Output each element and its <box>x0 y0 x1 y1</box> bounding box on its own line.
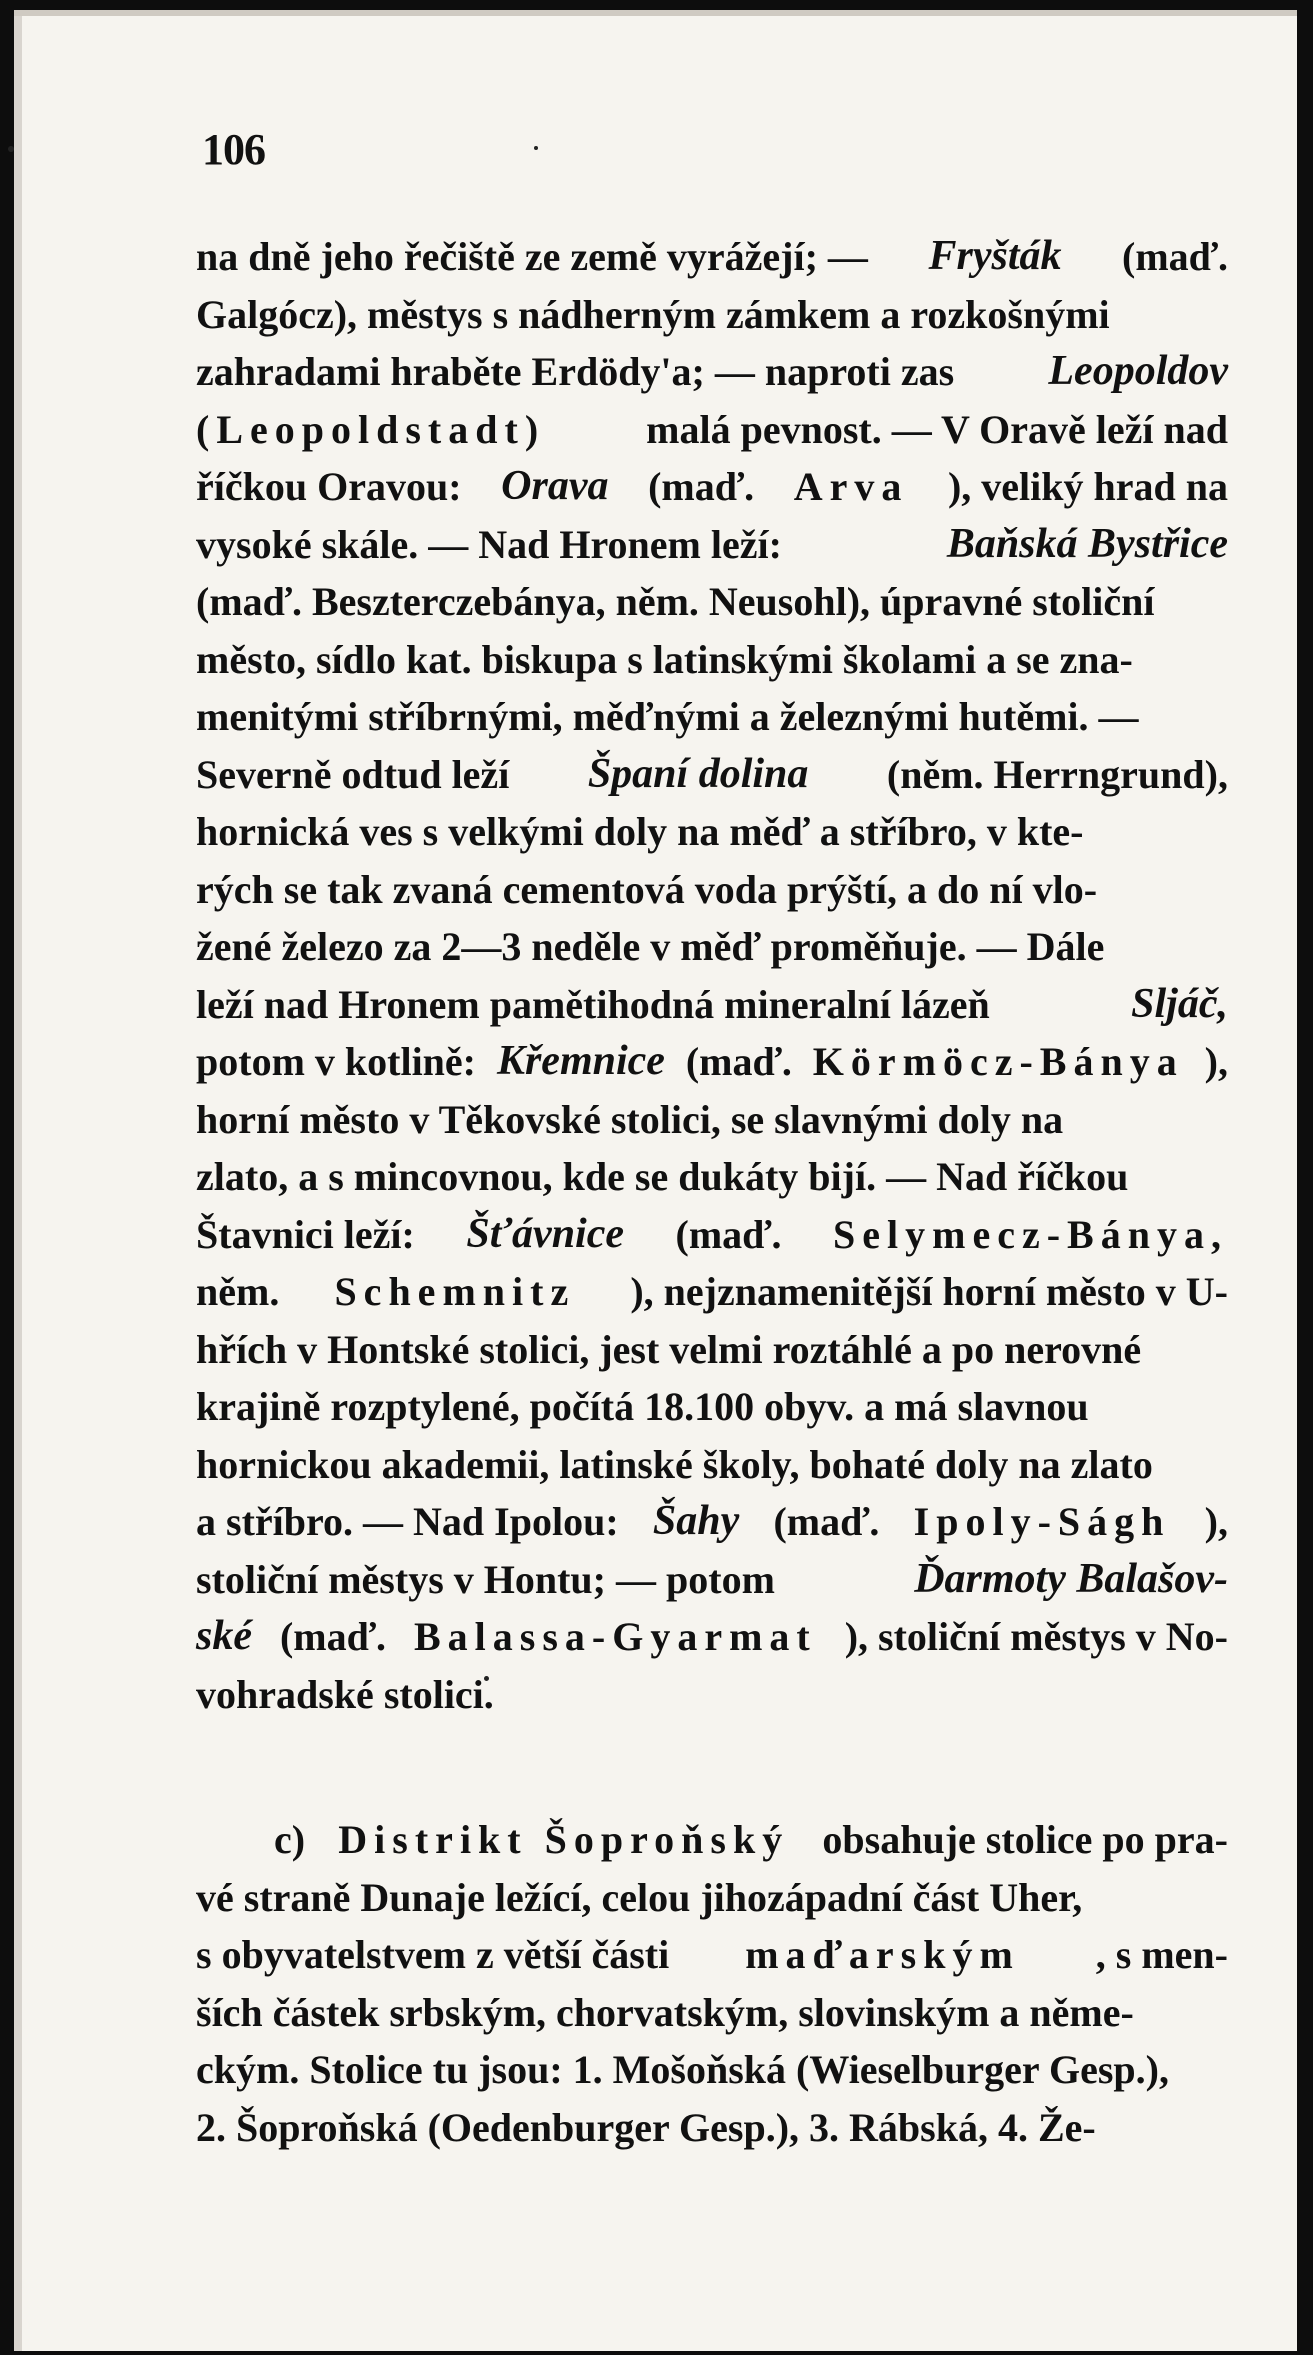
text-segment: žené železo za 2—3 neděle v měď proměňuje. — Dále <box>196 924 1105 969</box>
paragraph-2 <box>196 1811 1228 2156</box>
text-segment: rých se tak zvaná cementová voda prýští, a do ní vlo- <box>196 866 1098 912</box>
text-segment: obsahuje stolice po pra- <box>822 1817 1228 1862</box>
book-page <box>14 10 1297 2351</box>
text-segment: s obyvatelstvem z větší části <box>196 1932 670 1977</box>
text-line <box>196 343 1228 401</box>
text-segment: menitými stříbrnými, měďnými a železnými hutěmi. — <box>196 694 1139 739</box>
place-name: Sljáč, <box>1131 980 1228 1027</box>
place-name: ské <box>196 1613 252 1659</box>
text-line <box>196 688 1228 746</box>
text-segment: Severně odtud leží <box>196 751 510 797</box>
text-line <box>196 1378 1228 1436</box>
text-line <box>196 1608 1228 1666</box>
spaced-term: Arva <box>793 464 909 509</box>
text-line <box>196 1493 1228 1551</box>
text-segment: Galgócz), městys s nádherným zámkem a rozkošnými <box>196 291 1110 337</box>
text-line <box>196 458 1228 516</box>
place-name: Šahy <box>652 1498 740 1544</box>
text-segment: ších částek srbským, chorvatským, slovinským a něme- <box>196 1989 1134 2035</box>
text-segment: ), veliký hrad na <box>947 464 1228 509</box>
spaced-term: Schemnitz <box>334 1269 576 1314</box>
spaced-term: Balassa-Gyarmat <box>413 1614 817 1659</box>
text-line <box>196 1666 1228 1724</box>
text-segment: hornickou akademii, latinské školy, bohaté doly na zlato <box>196 1441 1153 1487</box>
text-line <box>196 918 1228 976</box>
text-segment: hřích v Hontské stolici, jest velmi roztáhlé a po nerovné <box>196 1326 1142 1372</box>
spaced-term: maďarským <box>745 1932 1020 1977</box>
text-segment: (maď. <box>1122 234 1228 279</box>
text-line <box>196 1148 1228 1206</box>
text-segment: 2. Šoproňská (Oedenburger Gesp.), 3. Rábská, 4. Že- <box>196 2104 1096 2150</box>
place-name: Fryšták <box>928 233 1062 279</box>
text-line <box>196 1321 1228 1379</box>
text-line <box>196 976 1228 1034</box>
text-segment: horní město v Těkovské stolici, se slavnými doly na <box>196 1096 1064 1142</box>
text-line <box>196 2041 1228 2099</box>
text-segment: město, sídlo kat. biskupa s latinskými školami a se zna- <box>196 636 1133 682</box>
text-segment: vé straně Dunaje ležící, celou jihozápadní část Uher, <box>196 1874 1083 1920</box>
text-segment: říčkou Oravou: <box>196 464 462 509</box>
text-segment: vohradské stolici. <box>196 1671 494 1717</box>
speck <box>534 146 538 150</box>
place-name: Španí dolina <box>587 750 809 797</box>
text-segment: něm. <box>196 1269 280 1314</box>
spaced-term: Ipoly-Ságh <box>913 1499 1171 1544</box>
text-segment: zlato, a s mincovnou, kde se dukáty bijí. — Nad říčkou <box>196 1154 1129 1199</box>
text-line <box>196 631 1228 689</box>
text-segment: stoliční městys v Hontu; — potom <box>196 1556 775 1602</box>
text-segment: c) <box>274 1817 306 1862</box>
text-line <box>196 1551 1228 1609</box>
place-name: Orava <box>501 463 609 509</box>
page-number: 106 <box>202 125 265 174</box>
text-line <box>196 1033 1228 1091</box>
text-segment: (maď. Beszterczebánya, něm. Neusohl), úpravné stoliční <box>196 579 1155 624</box>
spaced-term: Körmöcz-Bánya <box>812 1039 1184 1084</box>
place-name: Křemnice <box>496 1038 665 1084</box>
page-edge <box>14 16 22 2351</box>
text-segment: leží nad Hronem pamětihodná mineralní lázeň <box>196 981 990 1027</box>
text-line <box>196 401 1228 459</box>
text-line <box>196 516 1228 574</box>
text-segment: potom v kotlině: <box>196 1039 476 1084</box>
paragraph-1 <box>196 228 1228 1723</box>
text-segment: zahradami hraběte Erdödy'a; — naproti zas <box>196 349 955 394</box>
text-line <box>196 228 1228 286</box>
text-segment: (maď. <box>279 1614 386 1659</box>
text-segment: a stříbro. — Nad Ipolou: <box>196 1499 619 1544</box>
text-line <box>196 1869 1228 1927</box>
spaced-term: Distrikt Šoproňský <box>338 1817 790 1862</box>
text-segment: krajině rozptylené, počítá 18.100 obyv. a má slavnou <box>196 1384 1089 1429</box>
text-line <box>196 1811 1228 1869</box>
place-name: Šťávnice <box>466 1210 624 1257</box>
text-line <box>196 1206 1228 1264</box>
text-line <box>196 573 1228 631</box>
place-name: Leopoldov <box>1048 348 1228 394</box>
text-line <box>196 1091 1228 1149</box>
text-segment: (maď. <box>675 1211 782 1257</box>
text-segment: ckým. Stolice tu jsou: 1. Mošoňská (Wieselburger Gesp.), <box>196 2047 1169 2092</box>
spaced-term: (Leopoldstadt) <box>196 406 546 452</box>
text-line <box>196 1926 1228 1984</box>
text-segment: Štavnici leží: <box>196 1211 415 1257</box>
text-line <box>196 2099 1228 2157</box>
text-segment: , s men- <box>1095 1932 1228 1977</box>
text-segment: (maď. <box>773 1499 880 1544</box>
text-line <box>196 286 1228 344</box>
text-line <box>196 803 1228 861</box>
text-line <box>196 1984 1228 2042</box>
place-name: Baňská Bystřice <box>946 520 1228 567</box>
text-segment: ), nejznamenitější horní město v U- <box>630 1269 1228 1314</box>
text-segment: ), stoliční městys v No- <box>844 1614 1228 1659</box>
body-text <box>196 228 1228 2156</box>
paragraph-gap <box>196 1723 1228 1811</box>
text-segment: ), <box>1204 1039 1228 1084</box>
text-segment: vysoké skále. — Nad Hronem leží: <box>196 521 782 567</box>
place-name: Ďarmoty Balašov- <box>914 1555 1228 1602</box>
text-line <box>196 746 1228 804</box>
spaced-term: Selymecz-Bánya, <box>833 1211 1228 1257</box>
text-line <box>196 1436 1228 1494</box>
speck <box>8 146 14 152</box>
text-segment: ), <box>1204 1499 1228 1544</box>
text-segment: (maď. <box>685 1039 792 1084</box>
text-line <box>196 1263 1228 1321</box>
text-segment: malá pevnost. — V Oravě leží nad <box>646 406 1228 452</box>
text-segment: (něm. Herrngrund), <box>886 751 1228 797</box>
text-segment: (maď. <box>648 464 755 509</box>
text-segment: hornická ves s velkými doly na měď a stříbro, v kte- <box>196 809 1084 854</box>
text-line <box>196 861 1228 919</box>
text-segment: na dně jeho řečiště ze země vyrážejí; — <box>196 234 868 279</box>
